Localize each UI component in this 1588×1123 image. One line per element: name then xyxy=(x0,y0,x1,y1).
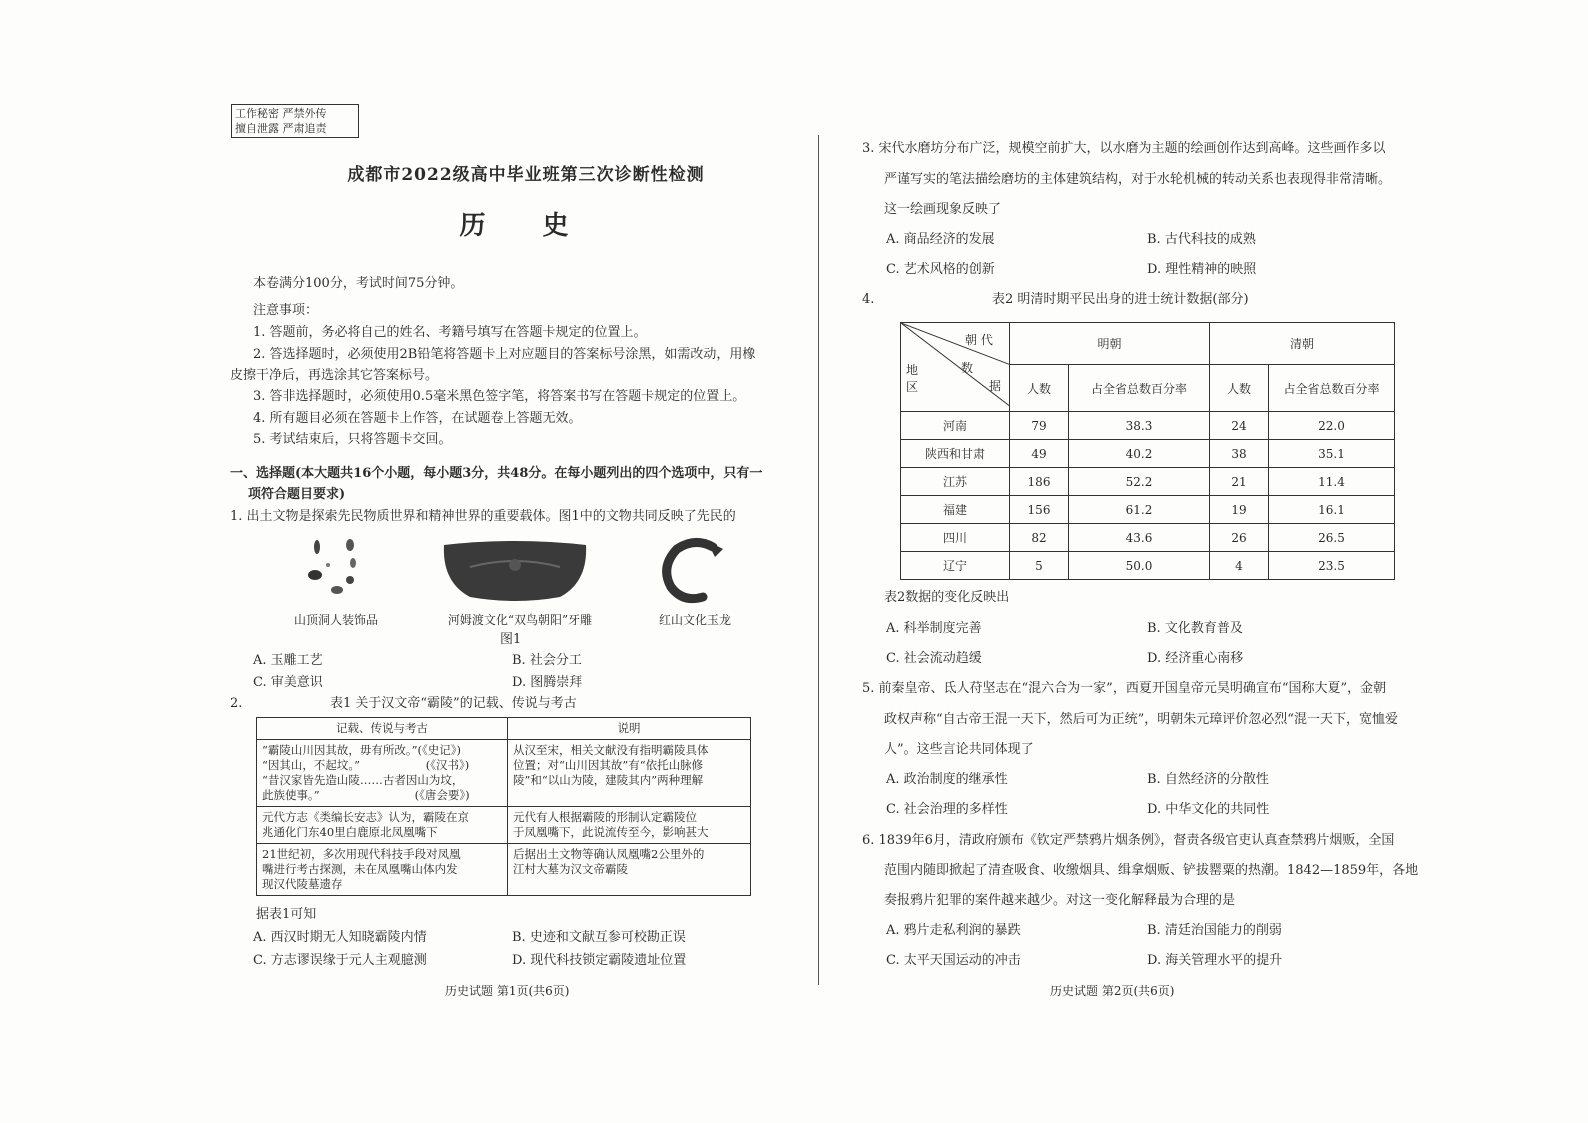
table-cell: 5 xyxy=(1010,552,1069,580)
q3-option-c: C. 艺术风格的创新 xyxy=(886,262,995,277)
region-cell: 福建 xyxy=(901,496,1010,524)
table1-title: 表1 关于汉文帝“霸陵”的记载、传说与考古 xyxy=(330,696,577,711)
q1-option-b: B. 社会分工 xyxy=(512,653,582,668)
cell-line: 元代有人根据霸陵的形制认定霸陵位 xyxy=(513,810,697,824)
table-cell: 186 xyxy=(1010,468,1069,496)
note-1: 1. 答题前，务必将自己的姓名、考籍号填写在答题卡规定的位置上。 xyxy=(253,325,647,340)
q2-option-a: A. 西汉时期无人知晓霸陵内情 xyxy=(253,930,427,945)
cell-line: 后据出土文物等确认凤凰嘴2公里外的 xyxy=(513,847,705,861)
corner-region: 地 区 xyxy=(905,363,918,394)
table-cell: 79 xyxy=(1010,412,1069,440)
dynasty-qing: 清朝 xyxy=(1210,323,1395,365)
table-cell: 82 xyxy=(1010,524,1069,552)
region-cell: 四川 xyxy=(901,524,1010,552)
q2-option-d: D. 现代科技锁定霸陵遗址位置 xyxy=(512,953,687,968)
table-header: 记载、传说与考古 xyxy=(257,718,508,740)
corner-dynasty: 朝 代 xyxy=(965,333,993,347)
page-divider xyxy=(818,135,819,985)
table-cell xyxy=(508,807,751,844)
notes-title: 注意事项： xyxy=(253,303,319,318)
table-cell: 43.6 xyxy=(1069,524,1210,552)
subject-title: 历 史 xyxy=(459,211,593,241)
table-cell xyxy=(257,844,508,896)
section-heading: 一、选择题(本大题共16个小题，每小题3分，共48分。在每小题列出的四个选项中，只有一 xyxy=(230,466,763,481)
cell-line: “昔汉家皆先造山陵……古者因山为坟， xyxy=(262,773,464,787)
table-cell xyxy=(508,740,751,807)
table-cell xyxy=(257,807,508,844)
note-3: 3. 答非选择题时，必须使用0.5毫米黑色签字笔，将答案书写在答题卡规定的位置上。 xyxy=(253,389,746,404)
table-cell: 16.1 xyxy=(1269,496,1395,524)
q4-option-c: C. 社会流动趋缓 xyxy=(886,651,982,666)
diagonal-header-cell xyxy=(901,323,1010,412)
q6-option-b: B. 清廷治国能力的削弱 xyxy=(1147,923,1282,938)
q2-after: 据表1可知 xyxy=(256,907,317,922)
footer-right: 历史试题 第2页(共6页) xyxy=(1050,984,1175,998)
q6-line-2: 范围内随即掀起了清查吸食、收缴烟具、缉拿烟贩、铲拔罂粟的热潮。1842—1859年，各地 xyxy=(884,863,1419,878)
q3-option-b: B. 古代科技的成熟 xyxy=(1147,232,1256,247)
table-cell: 38.3 xyxy=(1069,412,1210,440)
caption-ornament: 山顶洞人装饰品 xyxy=(293,613,378,627)
seal-line-1: 工作秘密 严禁外传 xyxy=(235,107,327,120)
cell-line: 此族使事。” (《唐会要》) xyxy=(262,788,470,802)
footer-left: 历史试题 第1页(共6页) xyxy=(445,984,570,998)
q3-line-2: 严谨写实的笔法描绘磨坊的主体建筑结构，对于水轮机械的转动关系也表现得非常清晰。 xyxy=(884,172,1392,187)
q3-line-1: 3. 宋代水磨坊分布广泛，规模空前扩大，以水磨为主题的绘画创作达到高峰。这些画作多以 xyxy=(862,141,1386,156)
table-cell: 40.2 xyxy=(1069,440,1210,468)
score-time: 本卷满分100分，考试时间75分钟。 xyxy=(253,276,464,291)
table-row xyxy=(901,440,1395,468)
table-cell: 4 xyxy=(1210,552,1269,580)
q4-option-b: B. 文化教育普及 xyxy=(1147,621,1243,636)
region-cell: 辽宁 xyxy=(901,552,1010,580)
confidential-seal xyxy=(231,104,359,138)
cell-line: “霸陵山川因其故，毋有所改。”(《史记》) xyxy=(262,743,461,757)
figure-label: 图1 xyxy=(500,632,522,647)
section-heading-cont: 项符合题目要求) xyxy=(248,487,346,502)
note-4: 4. 所有题目必须在答题卡上作答，在试题卷上答题无效。 xyxy=(253,411,582,426)
q6-option-a: A. 鸦片走私利润的暴跌 xyxy=(886,923,1021,938)
cell-line: 现汉代陵墓遗存 xyxy=(262,877,343,891)
exam-title: 成都市2022级高中毕业班第三次诊断性检测 xyxy=(347,165,705,185)
table-cell: 49 xyxy=(1010,440,1069,468)
table-row xyxy=(901,468,1395,496)
q5-option-c: C. 社会治理的多样性 xyxy=(886,802,1008,817)
region-cell: 陕西和甘肃 xyxy=(901,440,1010,468)
ivory-carving-image xyxy=(440,537,590,602)
table-cell: 22.0 xyxy=(1269,412,1395,440)
q1-option-d: D. 图腾崇拜 xyxy=(512,675,583,690)
subheader: 占全省总数百分率 xyxy=(1269,365,1395,412)
cell-line: 位置；对“山川因其故”有“依托山脉修 xyxy=(513,758,704,772)
cell-line: 兆通化门东40里白鹿原北凤凰嘴下 xyxy=(262,825,438,839)
table-1 xyxy=(256,717,751,896)
q2-option-b: B. 史迹和文献互参可校勘正误 xyxy=(512,930,686,945)
subheader: 人数 xyxy=(1010,365,1069,412)
q5-line-2: 政权声称“自古帝王混一天下，然后可为正统”，明朝朱元璋评价忽必烈“混一天下，宽恤爱 xyxy=(884,712,1398,727)
cell-line: 嘴进行考古探测，未在凤凰嘴山体内发 xyxy=(262,862,458,876)
table-header: 说明 xyxy=(508,718,751,740)
table-cell: 23.5 xyxy=(1269,552,1395,580)
table-cell: 26.5 xyxy=(1269,524,1395,552)
table-row xyxy=(257,740,751,807)
table-cell: 38 xyxy=(1210,440,1269,468)
note-2-cont: 皮擦干净后，再选涂其它答案标号。 xyxy=(230,368,439,383)
q2-option-c: C. 方志谬误缘于元人主观臆测 xyxy=(253,953,427,968)
caption-ivory: 河姆渡文化“双鸟朝阳”牙雕 xyxy=(447,613,593,627)
q6-option-c: C. 太平天国运动的冲击 xyxy=(886,953,1021,968)
table-row xyxy=(901,412,1395,440)
caption-jade-dragon: 红山文化玉龙 xyxy=(658,613,731,627)
q3-option-a: A. 商品经济的发展 xyxy=(886,232,995,247)
table-cell xyxy=(508,844,751,896)
q6-line-1: 6. 1839年6月，清政府颁布《钦定严禁鸦片烟条例》，督责各级官吏认真查禁鸦片烟贩，全国 xyxy=(862,833,1395,848)
q1-stem: 1. 出土文物是探索先民物质世界和精神世界的重要载体。图1中的文物共同反映了先民的 xyxy=(230,509,736,524)
table-cell: 26 xyxy=(1210,524,1269,552)
region-cell: 河南 xyxy=(901,412,1010,440)
corner-data-2: 据 xyxy=(989,379,1002,393)
q5-option-b: B. 自然经济的分散性 xyxy=(1147,772,1269,787)
q5-line-3: 人”。这些言论共同体现了 xyxy=(884,742,1034,757)
q4-number: 4. xyxy=(862,292,875,307)
q4-option-a: A. 科举制度完善 xyxy=(886,621,982,636)
table-cell xyxy=(257,740,508,807)
table-cell: 52.2 xyxy=(1069,468,1210,496)
table-row xyxy=(257,844,751,896)
cell-line: 从汉至宋，相关文献没有指明霸陵具体 xyxy=(513,743,709,757)
jade-dragon-image xyxy=(655,537,735,605)
table-2 xyxy=(900,322,1395,580)
q4-after: 表2数据的变化反映出 xyxy=(884,590,1010,605)
cell-line: 21世纪初，多次用现代科技手段对凤凰 xyxy=(262,847,461,861)
seal-line-2: 擅自泄露 严肃追责 xyxy=(235,122,327,135)
q3-line-3: 这一绘画现象反映了 xyxy=(884,202,1002,217)
table-cell: 24 xyxy=(1210,412,1269,440)
note-2: 2. 答选择题时，必须使用2B铅笔将答题卡上对应题目的答案标号涂黑，如需改动，用橡 xyxy=(253,347,756,362)
q5-line-1: 5. 前秦皇帝、氐人苻坚志在“混六合为一家”，西夏开国皇帝元昊明确宣布“国称大夏”，金朝 xyxy=(862,681,1387,696)
dynasty-ming: 明朝 xyxy=(1010,323,1210,365)
cell-line: 于凤凰嘴下，此说流传至今，影响甚大 xyxy=(513,825,709,839)
ornament-image xyxy=(295,535,375,600)
region-cell: 江苏 xyxy=(901,468,1010,496)
table-cell: 156 xyxy=(1010,496,1069,524)
q5-option-a: A. 政治制度的继承性 xyxy=(886,772,1008,787)
q6-option-d: D. 海关管理水平的提升 xyxy=(1147,953,1283,968)
table-cell: 50.0 xyxy=(1069,552,1210,580)
table-row xyxy=(901,524,1395,552)
q4-option-d: D. 经济重心南移 xyxy=(1147,651,1244,666)
table-cell: 61.2 xyxy=(1069,496,1210,524)
q3-option-d: D. 理性精神的映照 xyxy=(1147,262,1257,277)
table-cell: 11.4 xyxy=(1269,468,1395,496)
corner-data-1: 数 xyxy=(961,361,974,375)
q2-number: 2. xyxy=(230,696,243,711)
table-header-row xyxy=(257,718,751,740)
cell-line: “因其山，不起坟。” (《汉书》) xyxy=(262,758,470,772)
table-row xyxy=(901,496,1395,524)
note-5: 5. 考试结束后，只将答题卡交回。 xyxy=(253,432,452,447)
subheader: 人数 xyxy=(1210,365,1269,412)
table-row xyxy=(257,807,751,844)
q6-line-3: 奏报鸦片犯罪的案件越来越少。对这一变化解释最为合理的是 xyxy=(884,893,1236,908)
q5-option-d: D. 中华文化的共同性 xyxy=(1147,802,1270,817)
cell-line: 陵”和“以山为陵，建陵其内”两种理解 xyxy=(513,773,704,787)
cell-line: 江村大墓为汉文帝霸陵 xyxy=(513,862,628,876)
table-cell: 19 xyxy=(1210,496,1269,524)
q1-option-c: C. 审美意识 xyxy=(253,675,323,690)
table2-title: 表2 明清时期平民出身的进士统计数据(部分) xyxy=(992,292,1249,307)
table-header-row xyxy=(901,323,1395,365)
table-cell: 35.1 xyxy=(1269,440,1395,468)
table-row xyxy=(901,552,1395,580)
cell-line: 元代方志《类编长安志》认为，霸陵在京 xyxy=(262,810,469,824)
subheader: 占全省总数百分率 xyxy=(1069,365,1210,412)
q1-option-a: A. 玉雕工艺 xyxy=(253,653,323,668)
table-cell: 21 xyxy=(1210,468,1269,496)
